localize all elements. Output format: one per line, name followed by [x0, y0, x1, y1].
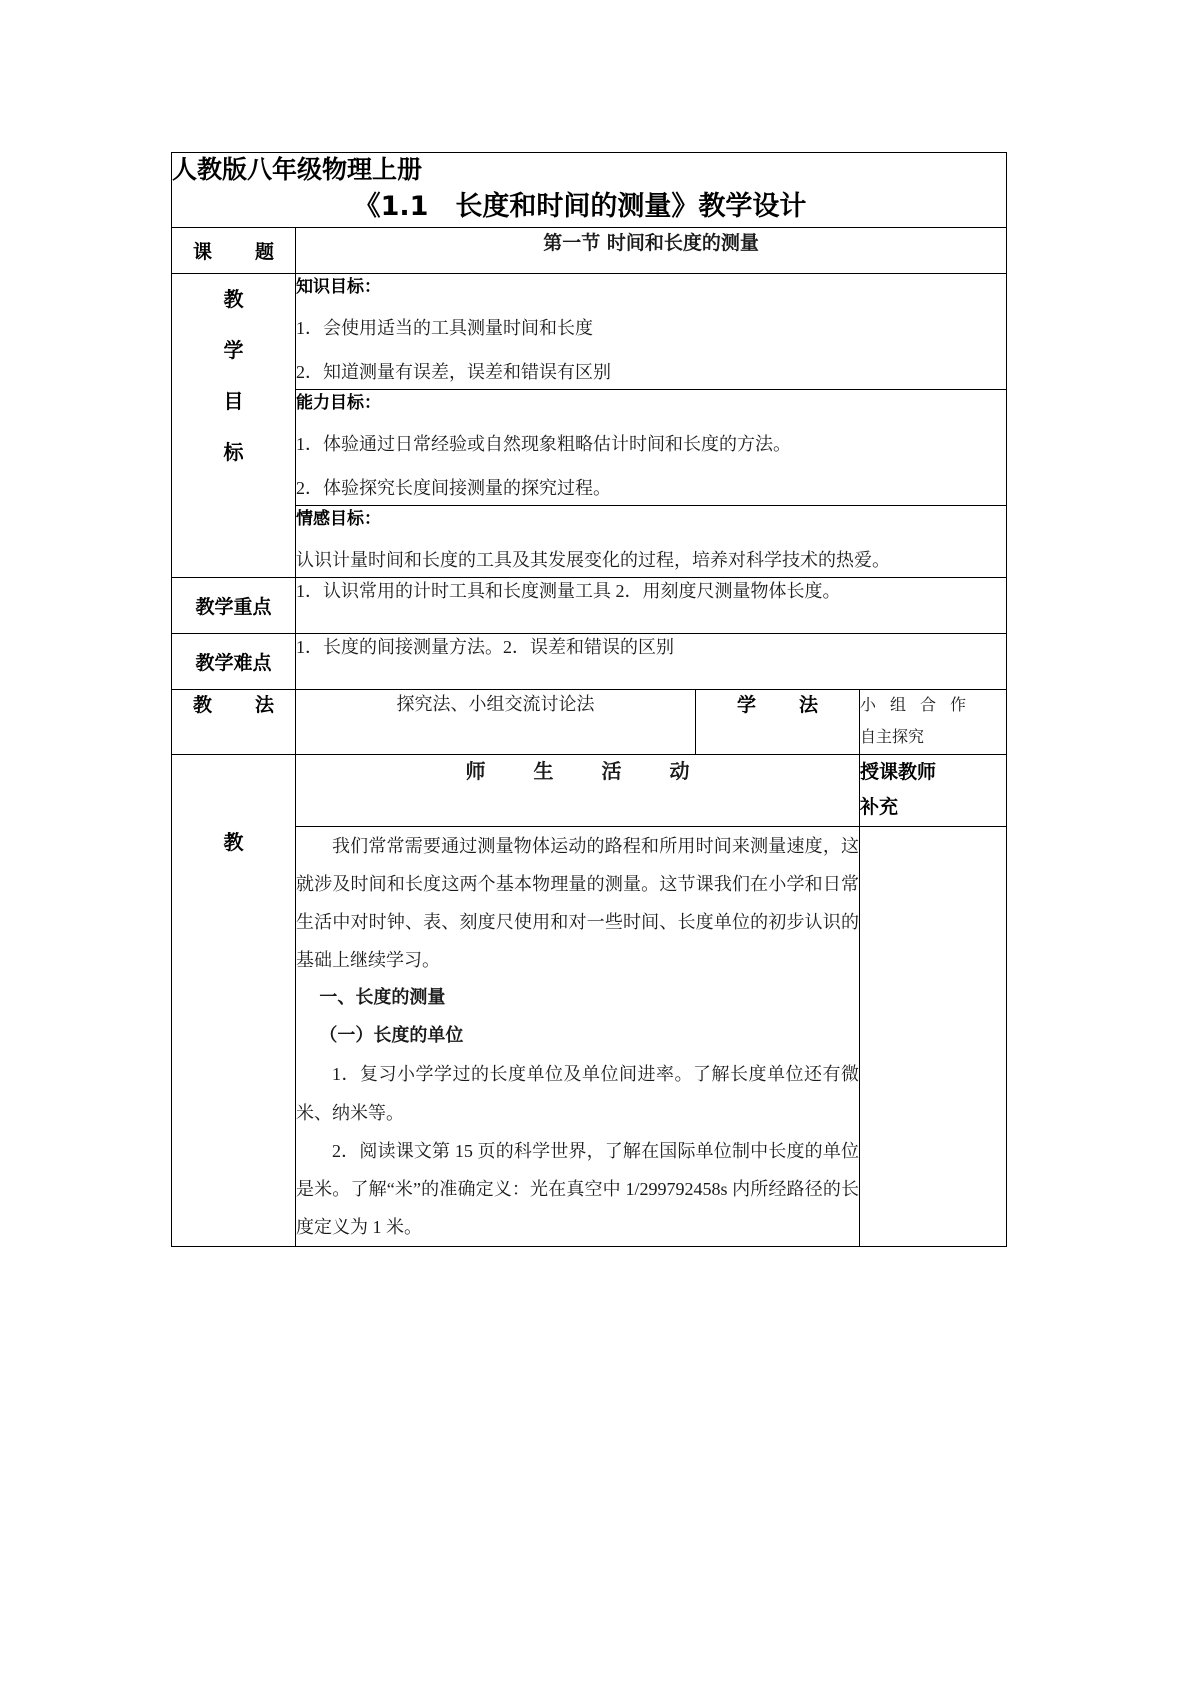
body-paragraph: 1．复习小学学过的长度单位及单位间进率。了解长度单位还有微米、纳米等。 [296, 1064, 859, 1123]
supplement-header [860, 755, 1007, 826]
ability-objective-item: 1．体验通过日常经验或自然现象粗略估计时间和长度的方法。 [296, 434, 791, 455]
table-row-ability-objective [172, 390, 1007, 506]
teaching-method-label: 教 法 [172, 690, 296, 755]
ability-objective-item: 2．体验探究长度间接测量的探究过程。 [296, 478, 611, 499]
body-paragraph: 2．阅读课文第 15 页的科学世界，了解在国际单位制中长度的单位是米。了解“米”的准确定义：光在真空中 1/299792458s 内所经路径的长度定义为 1 米。 [296, 1140, 859, 1238]
body-paragraph: 我们常常需要通过测量物体运动的路程和所用时间来测量速度，这就涉及时间和长度这两个基本物理量的测量。这节课我们在小学和日常生活中对时钟、表、刻度尺使用和对一些时间、长度单位的初步认识的基础上继续学习。 [296, 835, 859, 971]
objectives-label-char-1: 教 [223, 287, 244, 312]
key-point-value: 1．认识常用的计时工具和长度测量工具 2．用刻度尺测量物体长度。 [296, 578, 1007, 634]
key-point-label: 教学重点 [172, 578, 296, 634]
knowledge-objective-cell [296, 274, 1007, 390]
ability-objective-heading: 能力目标： [296, 393, 381, 414]
lesson-title: 《1.1 长度和时间的测量》教学设计 [353, 190, 807, 222]
learning-method-value [860, 690, 1007, 755]
table-row-activity-header [172, 755, 1007, 826]
supplement-body-cell [860, 826, 1007, 1247]
knowledge-objective-heading: 知识目标： [296, 277, 381, 298]
body-subheading: （一）长度的单位 [319, 1025, 464, 1047]
table-row-body [172, 826, 1007, 1247]
table-row-methods [172, 690, 1007, 755]
lesson-plan-table [171, 152, 1007, 1247]
body-label: 教 [172, 826, 296, 1247]
learning-method-value-line1: 小 组 合 作 [860, 697, 972, 715]
body-subheading: 一、长度的测量 [319, 987, 446, 1009]
knowledge-objective-item: 1．会使用适当的工具测量时间和长度 [296, 318, 593, 339]
knowledge-objective-item: 2．知道测量有误差，误差和错误有区别 [296, 362, 611, 383]
learning-method-value-line2: 自主探究 [860, 729, 925, 747]
table-row-difficulty [172, 634, 1007, 690]
objectives-label-char-4: 标 [223, 440, 244, 465]
difficulty-value: 1．长度的间接测量方法。2．误差和错误的区别 [296, 634, 1007, 690]
title-cell [172, 153, 1007, 228]
table-row-key-point [172, 578, 1007, 634]
teaching-method-value: 探究法、小组交流讨论法 [296, 690, 696, 755]
ability-objective-cell [296, 390, 1007, 506]
table-row-knowledge-objective [172, 274, 1007, 390]
table-row-subject [172, 228, 1007, 274]
activity-left-spacer [172, 755, 296, 826]
table-row-title [172, 153, 1007, 228]
emotion-objective-text: 认识计量时间和长度的工具及其发展变化的过程，培养对科学技术的热爱。 [296, 550, 890, 571]
objectives-label [172, 274, 296, 578]
emotion-objective-heading: 情感目标： [296, 509, 381, 530]
subject-value: 第一节 时间和长度的测量 [296, 228, 1007, 274]
supplement-header-line1: 授课教师 [860, 761, 937, 784]
table-row-emotion-objective [172, 506, 1007, 578]
difficulty-label: 教学难点 [172, 634, 296, 690]
subject-label: 课 题 [172, 228, 296, 274]
objectives-label-char-3: 目 [223, 389, 244, 414]
body-content [296, 826, 860, 1247]
objectives-label-char-2: 学 [223, 338, 244, 363]
supplement-header-line2: 补充 [860, 796, 899, 819]
emotion-objective-cell [296, 506, 1007, 578]
activity-header: 师 生 活 动 [296, 755, 860, 826]
learning-method-label: 学 法 [696, 690, 860, 755]
book-title: 人教版八年级物理上册 [172, 155, 423, 184]
